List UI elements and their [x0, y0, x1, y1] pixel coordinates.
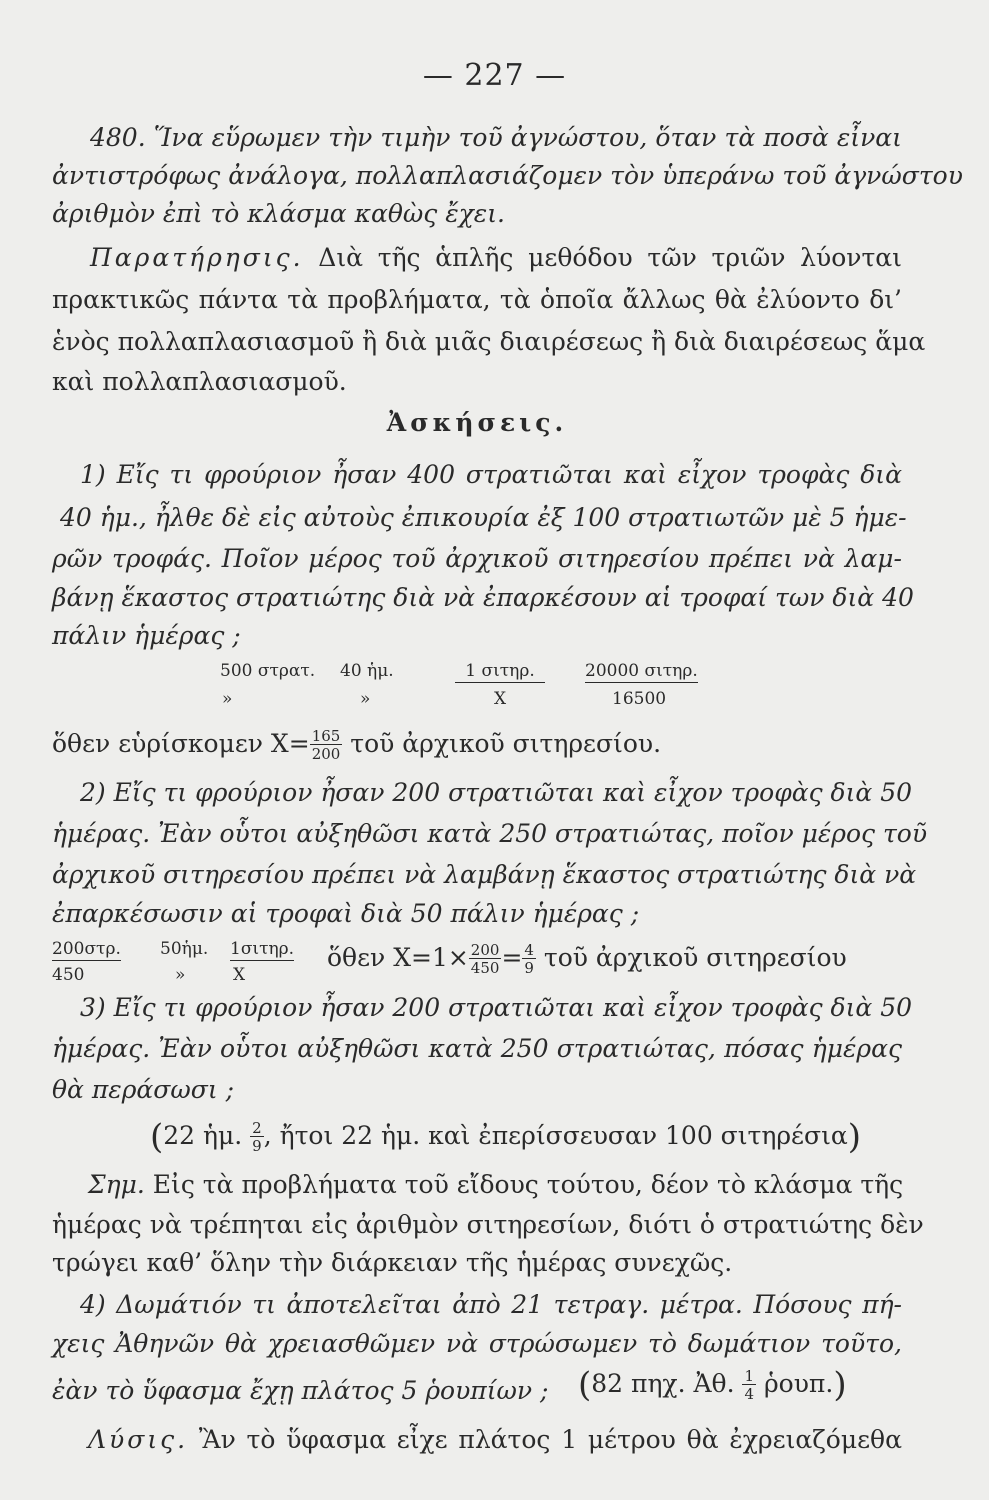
answer-text: , ἤτοι 22 ἡμ. καὶ ἐπερίσσευσαν 100 σιτηρέσια: [263, 1121, 848, 1150]
equals-sign: =: [501, 943, 523, 972]
close-paren: ): [847, 1117, 862, 1157]
fraction-denominator: 9: [524, 959, 534, 977]
text-line: τρώγει καθ’ ὅλην τὴν διάρκειαν τῆς ἡμέρας συνεχῶς.: [52, 1248, 733, 1277]
result-text: τοῦ ἀρχικοῦ σιτηρεσίου.: [342, 729, 662, 758]
answer-line: [150, 1118, 910, 1155]
text-line: [88, 1422, 902, 1458]
fraction-denominator: 450: [470, 959, 500, 977]
calc-cell: X: [233, 965, 246, 985]
calc-cell: X: [493, 689, 507, 709]
calc-cell: 16500: [612, 689, 667, 709]
text-line: ἀντιστρόφως ἀνάλογα, πολλαπλασιάζομεν τὸν ὑπεράνω τοῦ ἀγνώστου: [52, 161, 963, 190]
text-line: βάνῃ ἕκαστος στρατιώτης διὰ νὰ ἐπαρκέσουν αἱ τροφαί των διὰ 40: [52, 583, 914, 612]
text-line: ἡμέρας. Ἐὰν οὗτοι αὐξηθῶσι κατὰ 250 στρατιώτας, πόσας ἡμέρας: [52, 1034, 902, 1063]
fraction: [742, 1369, 756, 1402]
fraction-numerator: 2: [252, 1119, 262, 1137]
fraction-numerator: 165: [311, 727, 341, 745]
text-line: 2) Εἴς τι φρούριον ἦσαν 200 στρατιῶται καὶ εἶχον τροφὰς διὰ 50: [80, 778, 913, 807]
answer-text: 82 πηχ. Ἀθ.: [591, 1369, 743, 1398]
open-paren: (: [578, 1365, 592, 1405]
note-label: Σημ.: [88, 1170, 145, 1199]
fraction: [522, 943, 536, 976]
fraction: [310, 729, 343, 762]
calc-cell: 50ἡμ.: [160, 939, 209, 959]
calc-cell: »: [360, 689, 371, 709]
text-line: [90, 240, 902, 276]
text-line: 40 ἡμ., ἦλθε δὲ εἰς αὐτοὺς ἐπικουρία ἐξ 100 στρατιωτῶν μὲ 5 ἡμε-: [60, 503, 907, 532]
note-text: Εἰς τὰ προβλήματα τοῦ εἴδους τούτου, δέον τὸ κλάσμα τῆς: [144, 1170, 904, 1199]
text-line: [327, 940, 907, 976]
calc-cell: »: [175, 965, 186, 985]
fraction-denominator: 9: [252, 1137, 262, 1155]
text-line: θὰ περάσωσι ;: [52, 1075, 234, 1104]
calc-cell: »: [222, 689, 233, 709]
remark-label: Παρατήρησις.: [90, 243, 304, 272]
text-line: [88, 1167, 902, 1203]
calc-cell: 200στρ.: [52, 939, 121, 959]
section-heading: Ἀσκήσεις.: [386, 408, 568, 437]
text-line: 3) Εἴς τι φρούριον ἦσαν 200 στρατιῶται καὶ εἶχον τροφὰς διὰ 50: [80, 993, 913, 1022]
result-text: ὅθεν εὑρίσκομεν X=: [52, 729, 310, 758]
page-number: — 227 —: [422, 58, 567, 93]
text-line: 4) Δωμάτιόν τι ἀποτελεῖται ἀπὸ 21 τετραγ. μέτρα. Πόσους πή-: [80, 1290, 902, 1319]
text-line: ρῶν τροφάς. Ποῖον μέρος τοῦ ἀρχικοῦ σιτηρεσίου πρέπει νὰ λαμ-: [52, 544, 902, 573]
text-line: [52, 726, 902, 762]
calc-cell: 1σιτηρ.: [230, 939, 295, 959]
text-line: 1) Εἴς τι φρούριον ἦσαν 400 στρατιῶται καὶ εἶχον τροφὰς διὰ: [80, 460, 902, 489]
fraction-denominator: 200: [311, 745, 341, 763]
solution-label: Λύσις.: [88, 1425, 189, 1454]
text-line: ἑνὸς πολλαπλασιασμοῦ ἢ διὰ μιᾶς διαιρέσεως ἢ διὰ διαιρέσεως ἅμα: [52, 327, 926, 356]
text-line: ἀριθμὸν ἐπὶ τὸ κλάσμα καθὼς ἔχει.: [52, 199, 505, 228]
answer-text: ῥουπ.: [756, 1369, 834, 1398]
fraction-denominator: 4: [744, 1385, 755, 1403]
answer-line: [578, 1366, 908, 1403]
calc-cell: 1 σιτηρ.: [455, 660, 545, 683]
text-line: καὶ πολλαπλασιασμοῦ.: [52, 367, 347, 396]
open-paren: (: [150, 1117, 164, 1157]
calc-cell: 20000 σιτηρ.: [585, 661, 698, 681]
close-paren: ): [833, 1365, 847, 1405]
fraction: [469, 943, 502, 976]
remark-text: Διὰ τῆς ἁπλῆς μεθόδου τῶν τριῶν λύονται: [303, 243, 902, 272]
fraction-numerator: 1: [744, 1367, 755, 1385]
calc-cell: 450: [52, 965, 85, 985]
fraction: [250, 1121, 264, 1154]
answer-text: 22 ἡμ.: [163, 1121, 251, 1150]
text-line: ἡμέρας. Ἐὰν οὗτοι αὐξηθῶσι κατὰ 250 στρατιώτας, ποῖον μέρος τοῦ: [52, 819, 928, 848]
result-text: τοῦ ἀρχικοῦ σιτηρεσίου: [535, 943, 847, 972]
fraction-numerator: 200: [470, 941, 500, 959]
text-line: ἐὰν τὸ ὕφασμα ἔχῃ πλάτος 5 ῥουπίων ;: [52, 1376, 549, 1405]
calc-cell: 500 στρατ.: [220, 661, 316, 681]
text-line: ἐπαρκέσωσιν αἱ τροφαὶ διὰ 50 πάλιν ἡμέρας ;: [52, 899, 640, 928]
solution-text: Ἂν τὸ ὕφασμα εἶχε πλάτος 1 μέτρου θὰ ἐχρειαζόμεθα: [188, 1425, 902, 1454]
result-text: ὅθεν X=1×: [327, 943, 469, 972]
fraction-numerator: 4: [524, 941, 534, 959]
text-line: ἀρχικοῦ σιτηρεσίου πρέπει νὰ λαμβάνῃ ἕκαστος στρατιώτης διὰ νὰ: [52, 860, 917, 889]
text-line: πάλιν ἡμέρας ;: [52, 621, 241, 650]
calc-cell: 40 ἡμ.: [340, 661, 394, 681]
text-line: 480. Ἵνα εὕρωμεν τὴν τιμὴν τοῦ ἀγνώστου, ὅταν τὰ ποσὰ εἶναι: [90, 123, 902, 152]
text-line: ἡμέρας νὰ τρέπηται εἰς ἀριθμὸν σιτηρεσίων, διότι ὁ στρατιώτης δὲν: [52, 1210, 924, 1239]
text-line: χεις Ἀθηνῶν θὰ χρειασθῶμεν νὰ στρώσωμεν τὸ δωμάτιον τοῦτο,: [52, 1329, 902, 1358]
text-line: πρακτικῶς πάντα τὰ προβλήματα, τὰ ὁποῖα ἄλλως θὰ ἐλύοντο δι’: [52, 285, 902, 314]
